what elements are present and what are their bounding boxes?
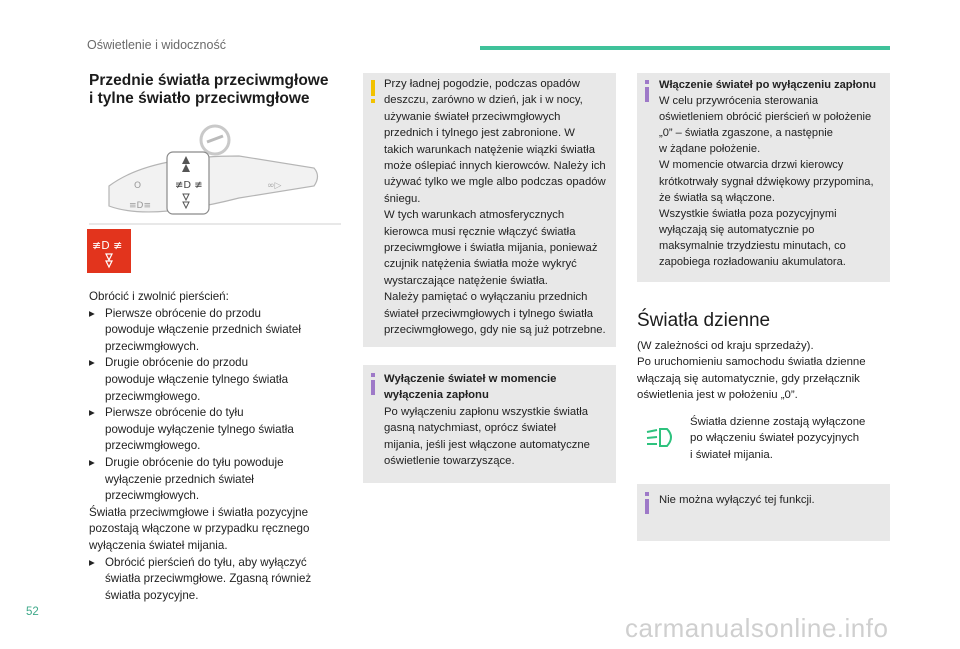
intro-text: Obrócić i zwolnić pierścień: — [89, 290, 229, 303]
section-header: Oświetlenie i widoczność — [87, 38, 226, 52]
svg-text:≢D ≢: ≢D ≢ — [175, 180, 203, 191]
svg-text:∞▷: ∞▷ — [267, 181, 282, 191]
section-title-daytime-lights: Światła dzienne — [637, 310, 771, 331]
paragraph-line: wyłączenia świateł mijania. — [89, 538, 228, 552]
page-number: 52 — [26, 606, 39, 618]
section-title-fog-lights: Przednie światła przeciwmgłowe i tylne światło przeciwmgłowe — [89, 72, 329, 107]
list-item: ▸ Pierwsze obrócenie do przodu powoduje włączenie przednich świateł przeciwmgłowych. — [89, 306, 301, 353]
list-item: ▸ Drugie obrócenie do przodu powoduje włączenie tylnego światła przeciwmgłowego. — [89, 356, 289, 403]
daytime-lights-off-note: Światła dzienne zostają wyłączone po włączeniu świateł pozycyjnych i świateł mijania. — [690, 416, 866, 461]
info-text-ignition-off: Wyłączenie świateł w momencie wyłączenia zapłonu Po wyłączeniu zapłonu wszystkie światła gasną natychmiast, oprócz świateł mijania, jeśli jest włączone automatyczne oświetlenie towarzyszące. — [384, 373, 590, 468]
bullet-icon: ▸ — [89, 306, 95, 320]
info-text-lights-after-ignition: Włączenie świateł po wyłączeniu zapłonu W celu przywrócenia sterowania oświetleniem obrócić pierścień w położenie „0” – światła zgaszone, a następnie w żądane położenie. W momencie otwarcia drzwi kierowcy krótkotrwały sygnał dźwiękowy przypomina, że światła są włączone. Wszystkie światła poza pozycyjnymi wyłączają się automatycznie po maksymalnie trzydziestu minutach, co zapobiega rozładowaniu akumulatora. — [659, 79, 876, 269]
svg-text:≡D≡: ≡D≡ — [129, 201, 152, 211]
paragraph-line: pozostają włączone w przypadku ręcznego — [89, 522, 310, 536]
list-item: ▸ Pierwsze obrócenie do tyłu powoduje wyłączenie tylnego światła przeciwmgłowego. — [89, 406, 294, 453]
paragraph-line: Światła przeciwmgłowe i światła pozycyjne — [89, 505, 309, 519]
daytime-running-lights-icon — [645, 426, 677, 450]
info-icon — [643, 492, 651, 514]
bullet-icon: ▸ — [89, 406, 95, 420]
svg-text:≢D ≢: ≢D ≢ — [92, 239, 123, 252]
fog-lights-icon — [87, 229, 131, 273]
info-icon — [643, 80, 651, 102]
steering-stalk-illustration — [89, 116, 341, 228]
bullet-icon: ▸ — [89, 356, 95, 370]
info-text-cannot-disable: Nie można wyłączyć tej funkcji. — [659, 494, 815, 506]
fog-lights-instructions — [89, 289, 349, 604]
svg-text:O: O — [134, 181, 142, 191]
warning-icon — [368, 80, 378, 104]
watermark: carmanualsonline.info — [625, 613, 889, 643]
header-accent-bar — [480, 46, 890, 50]
daytime-lights-text: (W zależności od kraju sprzedaży). Po uruchomieniu samochodu światła dzienne włączają się automatycznie, gdy przełącznik oświetlenia jest w położeniu „0”. — [637, 340, 866, 402]
list-item: ▸ Drugie obrócenie do tyłu powoduje wyłączenie przednich świateł przeciwmgłowych. — [89, 455, 284, 503]
bullet-icon: ▸ — [89, 555, 95, 569]
info-icon — [369, 373, 377, 395]
list-item: ▸ Obrócić pierścień do tyłu, aby wyłączyć światła przeciwmgłowe. Zgasną również światła pozycyjne. — [89, 555, 312, 602]
warning-text: Przy ładnej pogodzie, podczas opadów deszczu, zarówno w dzień, jak i w nocy, używanie świateł przeciwmgłowych przednich i tylnego jest zabronione. W takich warunkach natężenie wiązki światła może oślepiać innych kierowców. Należy ich używać tylko we mgle albo podczas opadów śniegu. W tych warunkach atmosferycznych kierowca musi ręcznie włączyć światła przeciwmgłowe i światła mijania, ponieważ czujnik natężenia światła może wykryć wystarczające natężenie światła. Należy pamiętać o wyłączaniu przednich świateł przeciwmgłowych i tylnego światła przeciwmgłowego, gdy nie są już potrzebne. — [384, 78, 606, 337]
bullet-icon: ▸ — [89, 455, 95, 469]
